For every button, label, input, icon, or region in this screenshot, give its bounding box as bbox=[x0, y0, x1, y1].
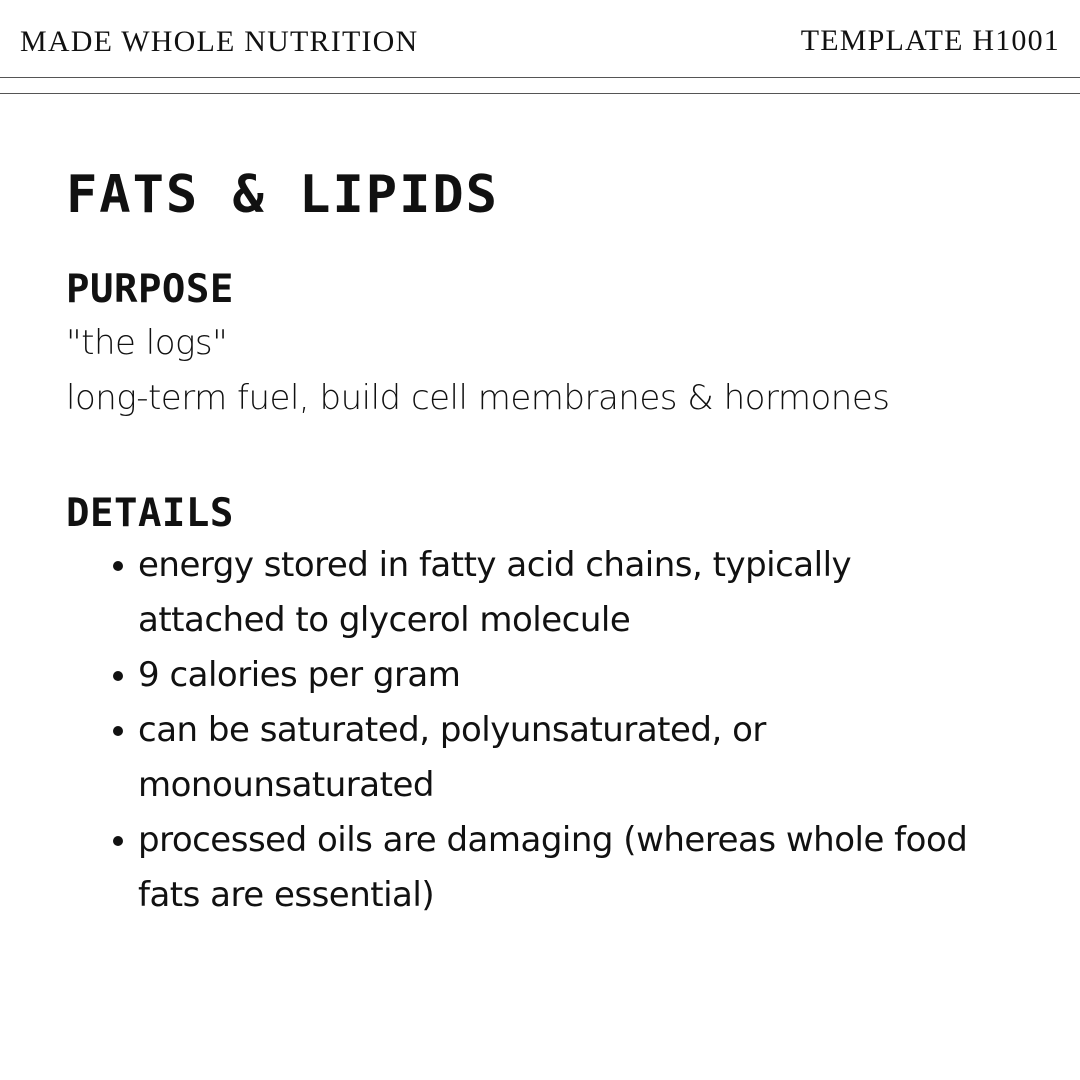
bullet-icon bbox=[113, 671, 123, 681]
details-item bbox=[66, 813, 978, 923]
bullet-icon bbox=[113, 561, 123, 571]
header bbox=[0, 0, 1080, 78]
template-code: TEMPLATE H1001 bbox=[800, 24, 1060, 57]
details-item bbox=[66, 538, 978, 648]
header-divider-bottom bbox=[0, 93, 1080, 94]
purpose-heading: PURPOSE bbox=[66, 267, 234, 312]
bullet-icon bbox=[113, 726, 123, 736]
purpose-line: "the logs" bbox=[66, 323, 228, 363]
details-list bbox=[66, 538, 1026, 923]
bullet-icon bbox=[113, 836, 123, 846]
brand-name: MADE WHOLE NUTRITION bbox=[20, 25, 419, 58]
details-item-text: 9 calories per gram bbox=[138, 655, 461, 695]
details-item bbox=[66, 703, 978, 813]
main-content bbox=[66, 160, 1026, 923]
details-heading: DETAILS bbox=[66, 491, 234, 536]
details-item-text: processed oils are damaging (whereas whole food fats are essential) bbox=[138, 820, 968, 915]
details-item-text: energy stored in fatty acid chains, typically attached to glycerol molecule bbox=[138, 545, 852, 640]
purpose-line: long-term fuel, build cell membranes & hormones bbox=[66, 378, 890, 418]
details-item bbox=[66, 648, 978, 703]
page-title: FATS & LIPIDS bbox=[66, 165, 499, 225]
header-divider-top bbox=[0, 77, 1080, 78]
details-item-text: can be saturated, polyunsaturated, or monounsaturated bbox=[138, 710, 766, 805]
